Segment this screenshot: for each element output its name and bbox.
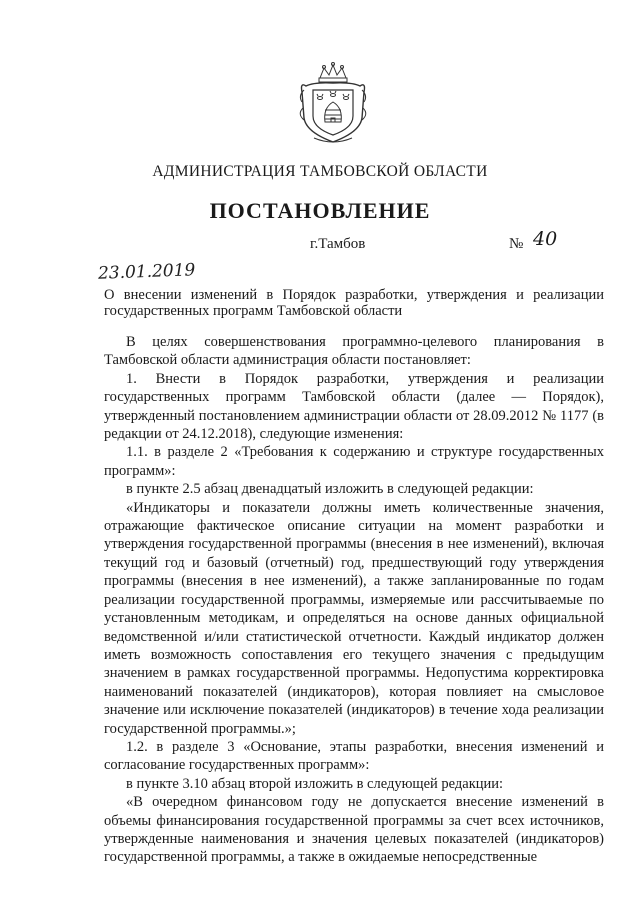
document-body [104,333,604,867]
coat-of-arms-icon [296,62,370,144]
paragraph: в пункте 3.10 абзац второй изложить в следующей редакции: [126,775,504,792]
document-type: ПОСТАНОВЛЕНИЕ [209,198,431,223]
document-number: 40 [533,228,558,250]
paragraph: 1.2. в разделе 3 «Основание, этапы разработки, внесения изменений и согласование государственных программ»: [104,738,604,774]
organization-name: АДМИНИСТРАЦИЯ ТАМБОВСКОЙ ОБЛАСТИ [152,163,488,180]
document-city: г.Тамбов [310,236,366,252]
document-number-label: № [509,236,524,252]
paragraph: 1. Внести в Порядок разработки, утверждения и реализации государственных программ Тамбовской области (далее — Порядок), утвержденный постановлением администрации области от 28.09.2012 № 1177 (в редакции от 24.12.2018), следующие изменения: [104,370,604,443]
document-date: 23.01.2019 [97,260,196,284]
paragraph: В целях совершенствования программно-целевого планирования в Тамбовской области администрация области постановляет: [104,334,604,369]
paragraph: «В очередном финансовом году не допускается внесение изменений в объемы финансирования государственной программы за счет всех источников, утвержденные наименования и значения целевых показателей (индикаторов) государственной программы, а также в ожидаемые непосредственные [104,794,604,866]
paragraph: 1.1. в разделе 2 «Требования к содержанию и структуре государственных программ»: [104,444,604,479]
paragraph: в пункте 2.5 абзац двенадцатый изложить в следующей редакции: [126,481,534,498]
paragraph: «Индикаторы и показатели должны иметь количественные значения, отражающие фактическое описание ситуации на момент разработки и утверждения государственной программы (внесения в нее изменений), включая текущий год и базовый (отчетный) год, предшествующий году утверждения программы (внесения в нее изменений), а также запланированные по годам реализации государственной программы, измеряемые или рассчитываемые по установленным методикам, и определяться на основе данных официальной ведомственной и/или статистической отчетности. Каждый индикатор должен иметь возможность сопоставления его текущего значения с предыдущим значением в рамках государственной программы. Недопустима корректировка наименований показателей (индикаторов), которая повлияет на смысловое значение или исключение показателей (индикаторов) в течение хода реализации государственной программы.»; [104,499,604,737]
document-subject: О внесении изменений в Порядок разработки, утверждения и реализации государственных программ Тамбовской области [104,287,604,319]
coat-of-arms-emblem [296,62,370,144]
